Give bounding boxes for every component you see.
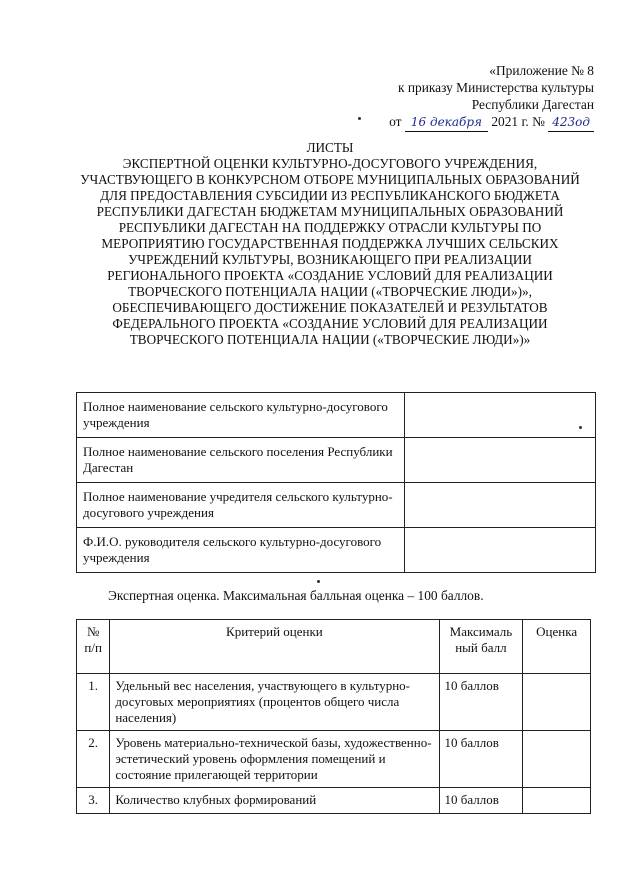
date-year: 2021 г. № [491, 114, 545, 129]
institution-info-table [76, 392, 596, 573]
info-value-field[interactable] [405, 483, 596, 528]
scan-speck [579, 426, 582, 429]
row-criterion: Удельный вес населения, участвующего в культурно-досуговых мероприятиях (процентов общего числа населения) [110, 674, 439, 731]
header-max-score: Максималь ный балл [439, 620, 523, 674]
info-label: Полное наименование сельского культурно-досугового учреждения [77, 393, 405, 438]
table-row [77, 788, 591, 814]
table-row [77, 674, 591, 731]
evaluation-caption: Экспертная оценка. Максимальная балльная оценка – 100 баллов. [108, 588, 484, 603]
handwritten-date: 16 декабря [405, 114, 488, 132]
appendix-line-3: Республики Дагестан [471, 97, 594, 112]
date-prefix: от [389, 114, 402, 129]
header-score: Оценка [523, 620, 591, 674]
row-num: 1. [77, 674, 110, 731]
row-max-score: 10 баллов [439, 731, 523, 788]
appendix-line-1: «Приложение № 8 [489, 63, 594, 78]
info-value-field[interactable] [405, 393, 596, 438]
table-row [77, 393, 596, 438]
info-label: Полное наименование учредителя сельского культурно-досугового учреждения [77, 483, 405, 528]
info-value-field[interactable] [405, 528, 596, 573]
row-criterion: Количество клубных формирований [110, 788, 439, 814]
header-num: № п/п [77, 620, 110, 674]
title-heading: ЛИСТЫ [306, 140, 354, 155]
criteria-table [76, 619, 591, 814]
appendix-date-line [389, 113, 594, 132]
scan-speck [317, 580, 320, 583]
row-score-field[interactable] [523, 731, 591, 788]
row-score-field[interactable] [523, 674, 591, 731]
row-num: 2. [77, 731, 110, 788]
info-value-field[interactable] [405, 438, 596, 483]
table-row [77, 528, 596, 573]
row-score-field[interactable] [523, 788, 591, 814]
appendix-line-2: к приказу Министерства культуры [397, 80, 594, 95]
row-criterion: Уровень материально-технической базы, художественно-эстетический уровень оформления помещений и состояние прилегающей территории [110, 731, 439, 788]
handwritten-order-number: 423од [548, 114, 594, 132]
info-label: Полное наименование сельского поселения Республики Дагестан [77, 438, 405, 483]
table-row [77, 483, 596, 528]
row-num: 3. [77, 788, 110, 814]
table-row [77, 438, 596, 483]
table-header-row [77, 620, 591, 674]
row-max-score: 10 баллов [439, 674, 523, 731]
row-max-score: 10 баллов [439, 788, 523, 814]
scan-speck [358, 117, 361, 120]
table-row [77, 731, 591, 788]
document-title [70, 140, 590, 348]
info-label: Ф.И.О. руководителя сельского культурно-досугового учреждения [77, 528, 405, 573]
appendix-header [389, 62, 594, 132]
title-body: ЭКСПЕРТНОЙ ОЦЕНКИ КУЛЬТУРНО-ДОСУГОВОГО УЧРЕЖДЕНИЯ, УЧАСТВУЮЩЕГО В КОНКУРСНОМ ОТБОРЕ МУНИЦИПАЛЬНЫХ ОБРАЗОВАНИЙ ДЛЯ ПРЕДОСТАВЛЕНИЯ СУБСИДИИ ИЗ РЕСПУБЛИКАНСКОГО БЮДЖЕТА РЕСПУБЛИКИ ДАГЕСТАН БЮДЖЕТАМ МУНИЦИПАЛЬНЫХ ОБРАЗОВАНИЙ РЕСПУБЛИКИ ДАГЕСТАН НА ПОДДЕРЖКУ ОТРАСЛИ КУЛЬТУРЫ ПО МЕРОПРИЯТИЮ ГОСУДАРСТВЕННАЯ ПОДДЕРЖКА ЛУЧШИХ СЕЛЬСКИХ УЧРЕЖДЕНИЙ КУЛЬТУРЫ, ВОЗНИКАЮЩЕГО ПРИ РЕАЛИЗАЦИИ РЕГИОНАЛЬНОГО ПРОЕКТА «СОЗДАНИЕ УСЛОВИЙ ДЛЯ РЕАЛИЗАЦИИ ТВОРЧЕСКОГО ПОТЕНЦИАЛА НАЦИИ («ТВОРЧЕСКИЕ ЛЮДИ»)», ОБЕСПЕЧИВАЮЩЕГО ДОСТИЖЕНИЕ ПОКАЗАТЕЛЕЙ И РЕЗУЛЬТАТОВ ФЕДЕРАЛЬНОГО ПРОЕКТА «СОЗДАНИЕ УСЛОВИЙ ДЛЯ РЕАЛИЗАЦИИ ТВОРЧЕСКОГО ПОТЕНЦИАЛА НАЦИИ («ТВОРЧЕСКИЕ ЛЮДИ»)» [80, 156, 580, 347]
header-criterion: Критерий оценки [110, 620, 439, 674]
